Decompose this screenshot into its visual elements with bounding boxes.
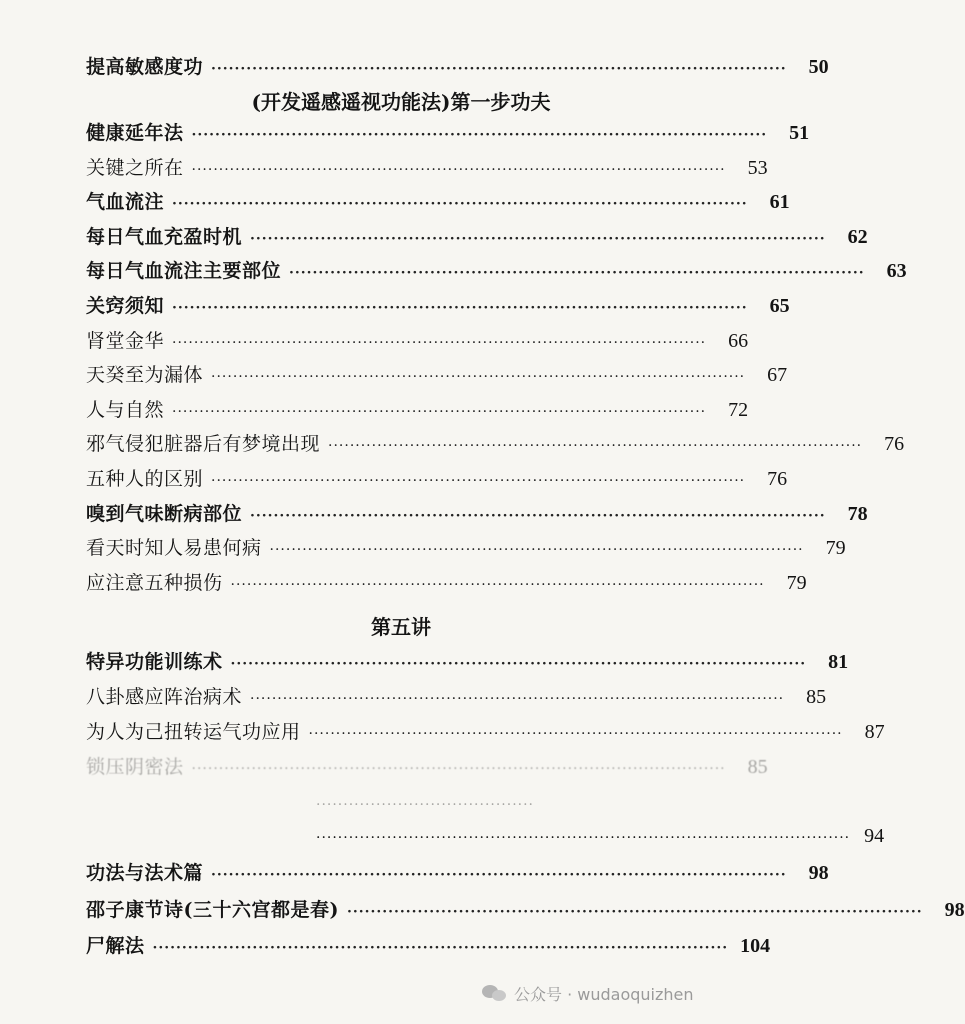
toc-entry-page: 50: [808, 56, 829, 78]
toc-entry-page: 104: [740, 935, 771, 957]
toc-entry-page: 98: [808, 862, 829, 884]
toc-entry-title: 提高敏感度功: [86, 56, 204, 78]
toc-entry-title: 五种人的区别: [86, 468, 204, 490]
toc-fragment-row: [86, 821, 885, 851]
toc-entry-page: 65: [769, 295, 790, 317]
toc-subheading: (开发遥感遥视功能法)第一步功夫: [251, 90, 551, 114]
toc-entry-page: 66: [728, 329, 749, 352]
dot-leader: ··································································································: [269, 542, 804, 559]
toc-entry-page: 63: [886, 260, 907, 283]
toc-entry-page: 94: [864, 824, 885, 847]
toc-entry-faded: [86, 752, 768, 782]
toc-entry: [86, 429, 905, 459]
toc-entry-page: 76: [767, 468, 788, 490]
toc-entry: [86, 647, 849, 677]
toc-entry-page: 51: [789, 122, 810, 144]
dot-leader: ········································: [316, 797, 535, 813]
wechat-watermark: [482, 980, 694, 1006]
toc-entry: [86, 326, 749, 356]
toc-entry-page: 79: [786, 571, 807, 594]
dot-leader: ··································································································: [316, 830, 851, 846]
dot-leader: ··································································································: [211, 369, 746, 386]
toc-entry-page: 78: [847, 502, 868, 525]
toc-entry-page: 61: [769, 191, 790, 214]
toc-entry-title: 关窍须知: [86, 295, 165, 317]
toc-entry-title: 邵子康节诗(三十六宫都是春): [86, 898, 339, 921]
toc-entry-title: 看天时知人易患何病: [86, 537, 262, 560]
toc-entry: [86, 153, 768, 183]
toc-entry-title: 锁压阴密法: [86, 756, 184, 778]
toc-entry: [86, 360, 788, 390]
toc-entry-title: 人与自然: [86, 398, 165, 421]
dot-leader: ··································································································: [211, 867, 787, 883]
toc-entry-title: 关键之所在: [86, 156, 184, 179]
toc-entry-page: 85: [747, 756, 768, 778]
toc-entry: [86, 931, 771, 961]
toc-entry: [86, 395, 749, 425]
toc-entry: [86, 568, 807, 598]
toc-entry-page: 53: [747, 156, 768, 179]
dot-leader: ··································································································: [346, 903, 923, 920]
dot-leader: ··································································································: [191, 761, 726, 777]
toc-entry-page: 76: [884, 433, 905, 456]
toc-entry-title: 特异功能训练术: [86, 651, 223, 673]
toc-entry-title: 尸解法: [86, 935, 145, 957]
toc-entry-title: 应注意五种损伤: [86, 571, 223, 594]
dot-leader: ··································································································: [172, 334, 707, 351]
toc-entry-page: 81: [828, 651, 849, 673]
watermark-text: 公众号 · wudaoquizhen: [514, 984, 694, 1004]
dot-leader: ··································································································: [289, 265, 865, 282]
dot-leader: ··································································································: [172, 403, 707, 420]
dot-leader: ··································································································: [230, 656, 807, 672]
dot-leader: ··································································································: [152, 940, 729, 956]
dot-leader: ··································································································: [250, 691, 785, 707]
toc-entry: [86, 682, 827, 712]
wechat-icon: [482, 983, 508, 1003]
toc-entry-title: 肾堂金华: [86, 329, 165, 352]
toc-entry-page: 87: [864, 721, 885, 743]
dot-leader: ··································································································: [308, 726, 843, 742]
toc-entry: [86, 256, 907, 286]
toc-entry-title: 嗅到气味断病部位: [86, 502, 243, 525]
toc-entry: [86, 858, 829, 888]
toc-entry-page: 85: [806, 686, 827, 708]
toc-entry-title: 邪气侵犯脏器后有梦境出现: [86, 433, 321, 456]
toc-entry: [86, 895, 965, 925]
dot-leader: ··································································································: [250, 507, 826, 524]
toc-entry-title: 八卦感应阵治病术: [86, 686, 243, 708]
toc-entry-page: 98: [944, 898, 965, 921]
toc-entry-title: 每日气血流注主要部位: [86, 260, 282, 283]
dot-leader: ··································································································: [191, 127, 768, 143]
toc-entry-page: 67: [767, 364, 788, 387]
lecture-heading: 第五讲: [371, 615, 431, 639]
dot-leader: ··································································································: [172, 300, 748, 316]
toc-entry-title: 每日气血充盈时机: [86, 225, 243, 248]
toc-entry: [86, 464, 788, 494]
toc-entry-title: 天癸至为漏体: [86, 364, 204, 387]
toc-entry-title: 功法与法术篇: [86, 862, 204, 884]
dot-leader: ··································································································: [328, 438, 863, 455]
toc-entry: [86, 52, 829, 82]
dot-leader: ··································································································: [191, 161, 726, 178]
toc-entry: [86, 118, 810, 148]
toc-entry: [86, 222, 868, 252]
toc-entry-page: 79: [825, 537, 846, 560]
dot-leader: ··································································································: [250, 230, 826, 247]
toc-entry: [86, 499, 868, 529]
toc-entry: [86, 187, 790, 217]
toc-entry: [86, 533, 846, 563]
toc-entry-title: 气血流注: [86, 191, 165, 214]
toc-entry-title: 为人为己扭转运气功应用: [86, 721, 301, 743]
dot-leader: ··································································································: [211, 61, 787, 77]
toc-entry-title: 健康延年法: [86, 122, 184, 144]
toc-entry-page: 62: [847, 225, 868, 248]
toc-entry: [86, 291, 790, 321]
toc-entry: [86, 717, 885, 747]
dot-leader: ··································································································: [230, 576, 765, 593]
dot-leader: ··································································································: [172, 196, 748, 213]
toc-entry-page: 72: [728, 398, 749, 421]
toc-fragment-row: [86, 788, 716, 818]
dot-leader: ··································································································: [211, 473, 746, 489]
